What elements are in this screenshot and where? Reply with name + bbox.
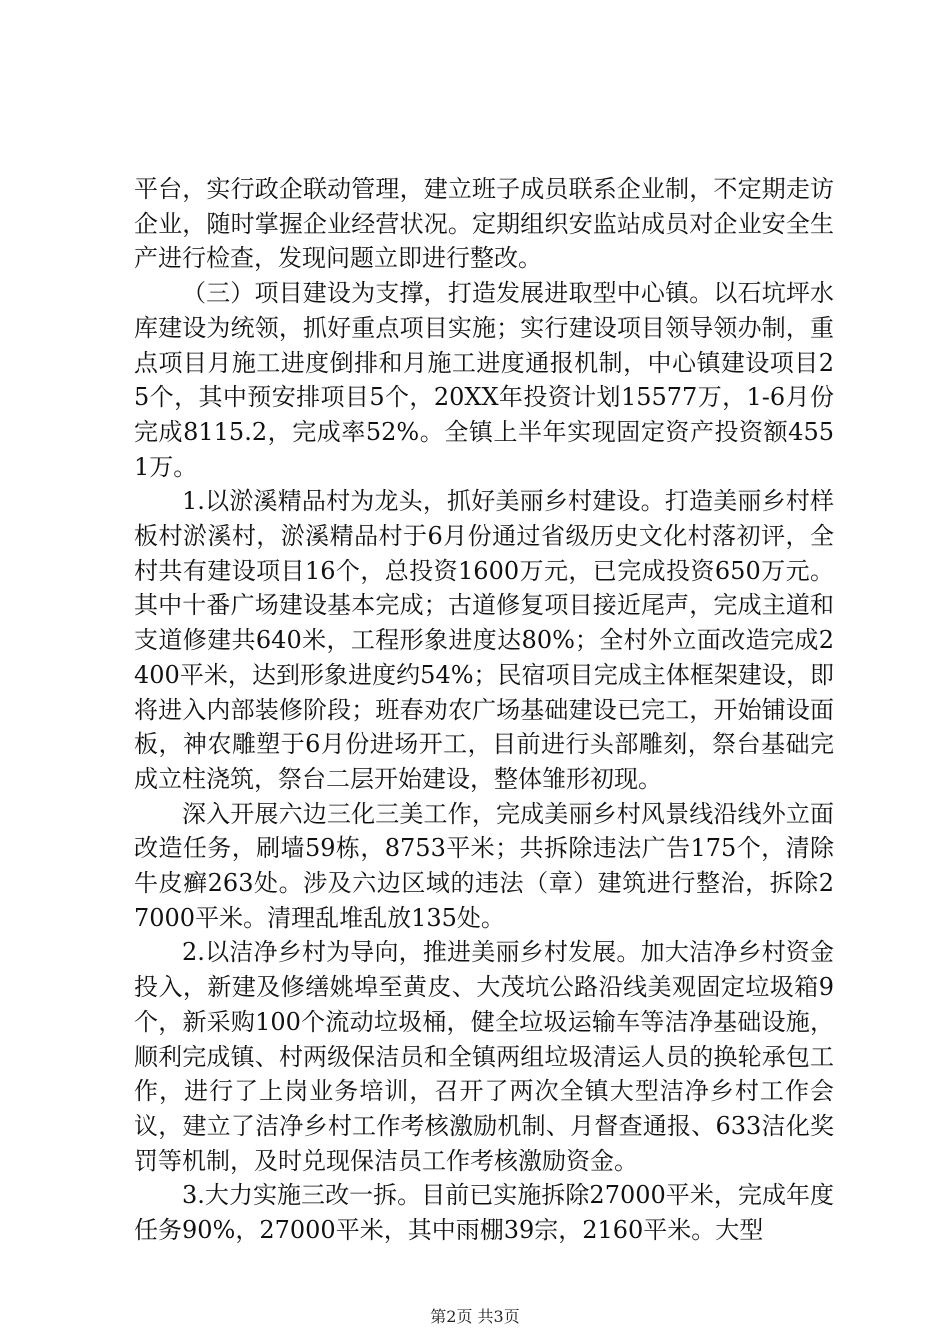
- paragraph-6: 3.大力实施三改一拆。目前已实施拆除27000平米，完成年度任务90%，27000平米，其中雨棚39宗，2160平米。大型: [134, 1181, 834, 1245]
- paragraph-2: （三）项目建设为支撑，打造发展进取型中心镇。以石坑坪水库建设为统领，抓好重点项目实施；实行建设项目领导领办制，重点项目月施工进度倒排和月施工进度通报机制，中心镇建设项目25个，其中预安排项目5个，20XX年投资计划15577万，1-6月份完成8115.2，完成率52%。全镇上半年实现固定资产投资额4551万。: [134, 279, 834, 481]
- paragraph-5: 2.以洁净乡村为导向，推进美丽乡村发展。加大洁净乡村资金投入，新建及修缮姚埠至黄皮、大茂坑公路沿线美观固定垃圾箱9个，新采购100个流动垃圾桶，健全垃圾运输车等洁净基础设施，顺利完成镇、村两级保洁员和全镇两组垃圾清运人员的换轮承包工作，进行了上岗业务培训，召开了两次全镇大型洁净乡村工作会议，建立了洁净乡村工作考核激励机制、月督查通报、633洁化奖罚等机制，及时兑现保洁员工作考核激励资金。: [134, 938, 834, 1175]
- paragraph-1: 平台，实行政企联动管理，建立班子成员联系企业制，不定期走访企业，随时掌握企业经营状况。定期组织安监站成员对企业安全生产进行检查，发现问题立即进行整改。: [134, 175, 834, 273]
- paragraph-4: 深入开展六边三化三美工作，完成美丽乡村风景线沿线外立面改造任务，刷墙59栋，8753平米；共拆除违法广告175个，清除牛皮癣263处。涉及六边区域的违法（章）建筑进行整治，拆除27000平米。清理乱堆乱放135处。: [134, 799, 834, 932]
- paragraph-3: 1.以淤溪精品村为龙头，抓好美丽乡村建设。打造美丽乡村样板村淤溪村，淤溪精品村于6月份通过省级历史文化村落初评，全村共有建设项目16个，总投资1600万元，已完成投资650万元。其中十番广场建设基本完成；古道修复项目接近尾声，完成主道和支道修建共640米，工程形象进度达80%；全村外立面改造完成2400平米，达到形象进度约54%；民宿项目完成主体框架建设，即将进入内部装修阶段；班春劝农广场基础建设已完工，开始铺设面板，神农雕塑于6月份进场开工，目前进行头部雕刻，祭台基础完成立柱浇筑，祭台二层开始建设，整体雏形初现。: [134, 487, 834, 793]
- page-footer: 第2页 共3页: [430, 1307, 520, 1326]
- document-body: [134, 172, 834, 1248]
